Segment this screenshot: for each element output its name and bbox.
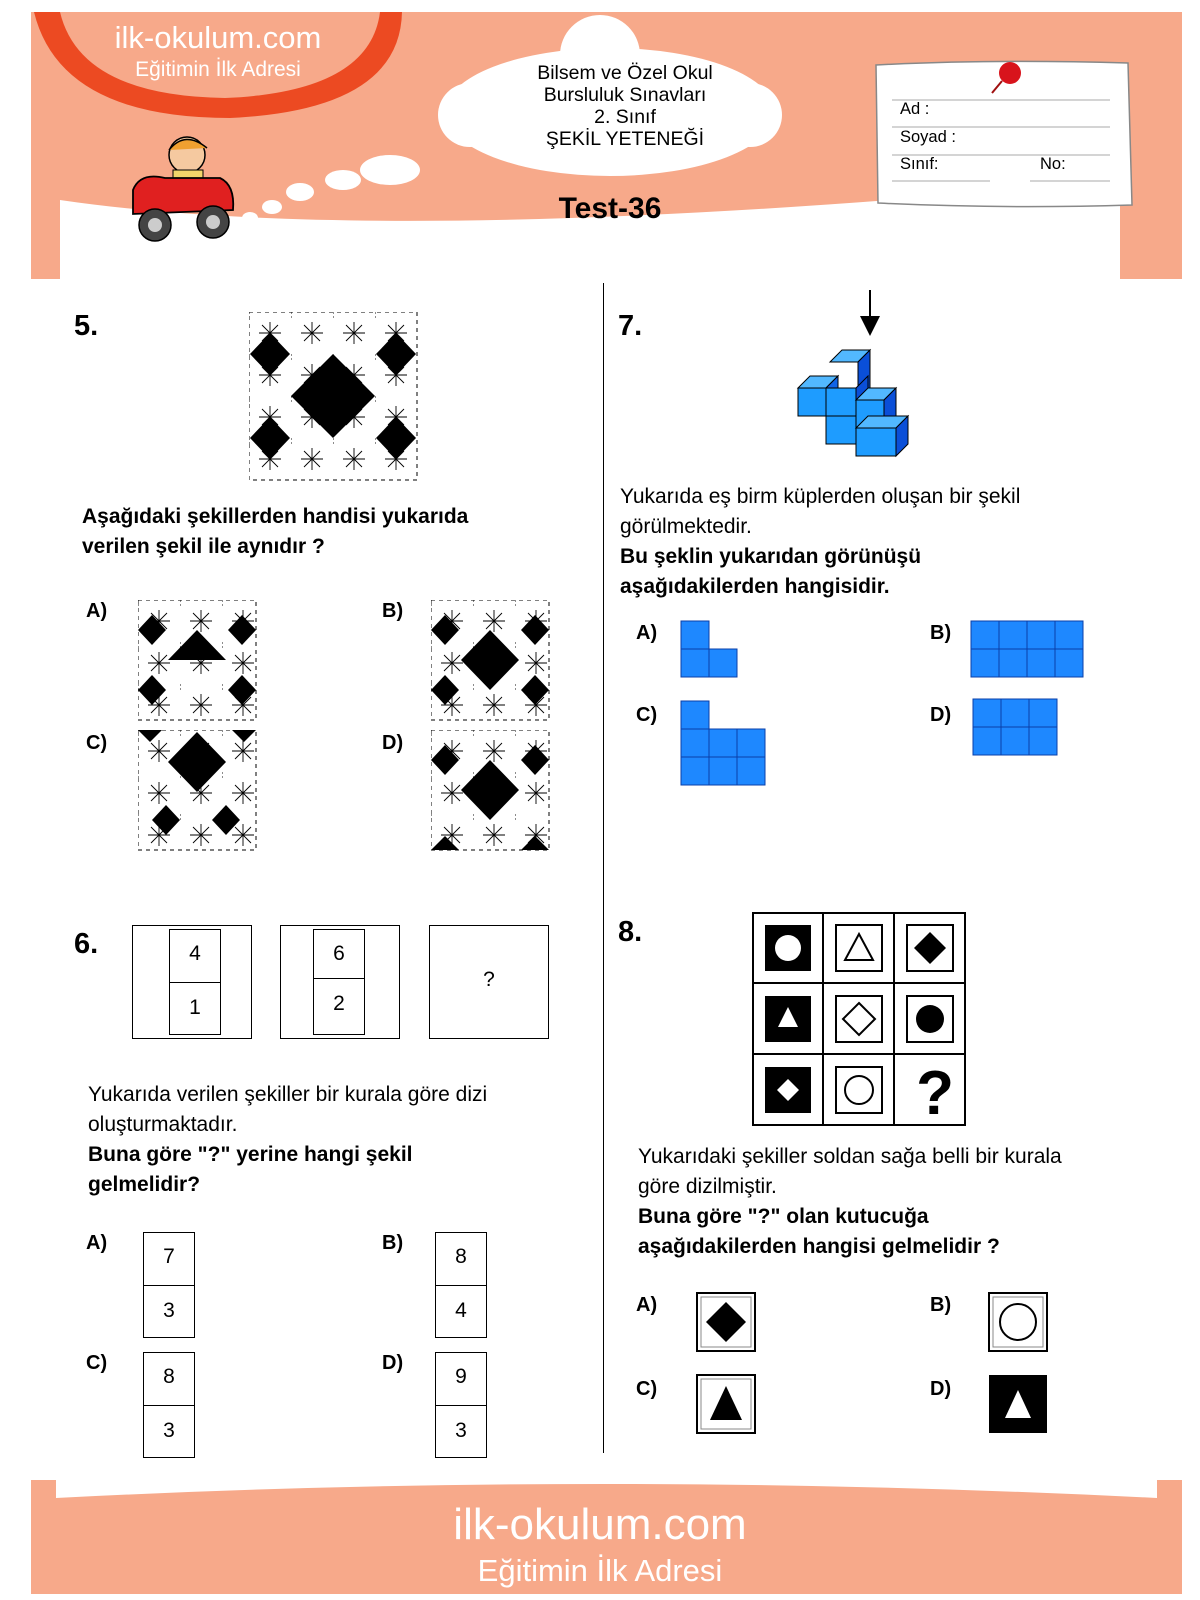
q6-option-c-label[interactable]: C) [86, 1352, 108, 1374]
q6-option-c-card[interactable] [143, 1352, 195, 1458]
card-no-label: No: [1040, 155, 1066, 173]
q6-card-2-bottom: 2 [333, 992, 345, 1015]
q6-unknown-box [429, 925, 549, 1039]
q8-bold-line-2: aşağıdakilerden hangisi gelmelidir ? [638, 1235, 1000, 1258]
q8-option-d-figure[interactable] [988, 1374, 1050, 1436]
column-divider [603, 283, 604, 1453]
q7-number: 7. [618, 310, 643, 342]
q5-option-c-label[interactable]: C) [86, 732, 108, 754]
q8-option-d-label[interactable]: D) [930, 1378, 952, 1400]
q6-option-a-label[interactable]: A) [86, 1232, 108, 1254]
q6-number: 6. [74, 928, 99, 960]
card-surname-label: Soyad : [900, 128, 956, 146]
q5-option-a-figure[interactable] [138, 600, 258, 722]
q8-text-line-1: Yukarıdaki şekiller soldan sağa belli bir kurala [638, 1145, 1062, 1168]
q5-option-b-label[interactable]: B) [382, 600, 404, 622]
q8-option-b-label[interactable]: B) [930, 1294, 952, 1316]
q5-option-c-figure[interactable] [138, 730, 258, 852]
q5-option-a-label[interactable]: A) [86, 600, 108, 622]
q6-option-a-bottom: 3 [163, 1299, 175, 1322]
q8-option-a-figure[interactable] [696, 1292, 758, 1354]
q6-card-2 [313, 929, 365, 1035]
header-site-name: ilk-okulum.com [114, 20, 322, 55]
q7-bold-line-2: aşağıdakilerden hangisidir. [620, 575, 890, 598]
q6-option-c-bottom: 3 [163, 1419, 175, 1442]
test-title: Test-36 [558, 192, 662, 225]
footer-site-name: ilk-okulum.com [453, 1500, 747, 1549]
q6-sequence-box-2 [280, 925, 400, 1039]
q7-option-b-figure[interactable] [970, 620, 1085, 680]
q7-option-a-figure[interactable] [680, 620, 740, 680]
q5-main-pattern [249, 312, 419, 482]
q7-option-a-label[interactable]: A) [636, 622, 658, 644]
q5-option-d-label[interactable]: D) [382, 732, 404, 754]
q5-option-b-figure[interactable] [431, 600, 551, 722]
q6-card-1-top: 4 [189, 942, 201, 965]
q6-card-1-bottom: 1 [189, 996, 201, 1019]
q6-text-line-2: oluşturmaktadır. [88, 1113, 238, 1136]
q7-text-line-2: görülmektedir. [620, 515, 752, 538]
card-class-label: Sınıf: [900, 155, 939, 173]
card-name-label: Ad : [900, 100, 930, 118]
q5-text-line-2: verilen şekil ile aynıdır ? [82, 535, 325, 558]
q6-option-c-top: 8 [163, 1365, 175, 1388]
q7-text-line-1: Yukarıda eş birm küplerden oluşan bir şekil [620, 485, 1021, 508]
q5-option-d-figure[interactable] [431, 730, 551, 852]
q6-option-d-top: 9 [455, 1365, 467, 1388]
q6-card-2-top: 6 [333, 942, 345, 965]
q6-option-b-card[interactable] [435, 1232, 487, 1338]
q7-option-c-label[interactable]: C) [636, 704, 658, 726]
q6-option-d-label[interactable]: D) [382, 1352, 404, 1374]
q8-option-c-label[interactable]: C) [636, 1378, 658, 1400]
q6-option-b-top: 8 [455, 1245, 467, 1268]
q6-card-1 [169, 929, 221, 1035]
q6-option-d-bottom: 3 [455, 1419, 467, 1442]
q8-option-b-figure[interactable] [988, 1292, 1050, 1354]
q5-number: 5. [74, 310, 99, 342]
q5-text-line-1: Aşağıdaki şekillerden handisi yukarıda [82, 505, 469, 528]
q7-option-d-label[interactable]: D) [930, 704, 952, 726]
exam-line-1: Bilsem ve Özel Okul [537, 62, 713, 84]
kid-in-car-illustration [125, 130, 245, 250]
q8-grid-question-mark: ? [916, 1059, 954, 1128]
footer-site-slogan: Eğitimin İlk Adresi [477, 1553, 723, 1588]
exam-line-4: ŞEKİL YETENEĞİ [545, 128, 705, 150]
q7-option-d-figure[interactable] [972, 698, 1060, 758]
q8-option-c-figure[interactable] [696, 1374, 758, 1436]
q7-option-c-figure[interactable] [680, 700, 770, 790]
q6-bold-line-1: Buna göre "?" yerine hangi şekil [88, 1143, 413, 1166]
q8-number: 8. [618, 916, 643, 948]
exam-info [500, 62, 750, 150]
q6-option-b-bottom: 4 [455, 1299, 467, 1322]
q6-unknown-mark: ? [483, 968, 495, 991]
q6-option-d-card[interactable] [435, 1352, 487, 1458]
q8-bold-line-1: Buna göre "?" olan kutucuğa [638, 1205, 929, 1228]
q6-option-b-label[interactable]: B) [382, 1232, 404, 1254]
q6-sequence-box-1 [132, 925, 252, 1039]
q7-bold-line-1: Bu şeklin yukarıdan görünüşü [620, 545, 922, 568]
header-site-slogan: Eğitimin İlk Adresi [135, 58, 301, 81]
exam-line-2: Bursluluk Sınavları [543, 84, 707, 106]
q6-bold-line-2: gelmelidir? [88, 1173, 201, 1196]
q6-option-a-card[interactable] [143, 1232, 195, 1338]
q8-option-a-label[interactable]: A) [636, 1294, 658, 1316]
exam-line-3: 2. Sınıf [594, 106, 656, 128]
q6-text-line-1: Yukarıda verilen şekiller bir kurala göre dizi [88, 1083, 488, 1106]
q7-option-b-label[interactable]: B) [930, 622, 952, 644]
q7-cube-figure [790, 288, 930, 473]
q8-text-line-2: göre dizilmiştir. [638, 1175, 777, 1198]
q6-option-a-top: 7 [163, 1245, 175, 1268]
